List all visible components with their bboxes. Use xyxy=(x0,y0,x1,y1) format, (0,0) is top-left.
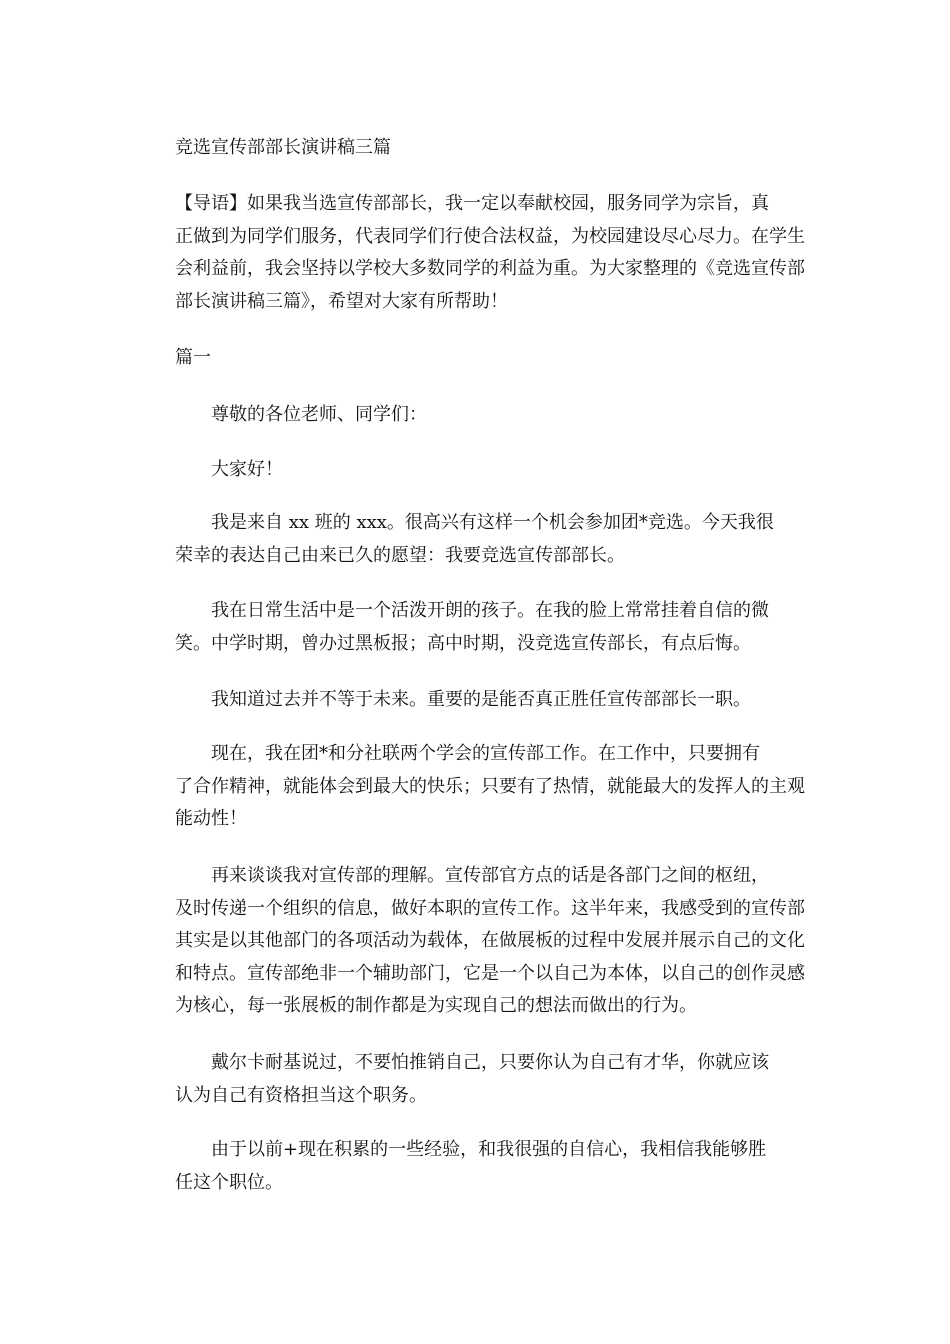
paragraph xyxy=(175,684,807,717)
intro-paragraph xyxy=(175,188,807,318)
text-line: 任这个职位。 xyxy=(175,1171,283,1193)
paragraph xyxy=(175,454,807,487)
text-line: 【导语】如果我当选宣传部部长，我一定以奉献校园，服务同学为宗旨，真 xyxy=(175,193,769,214)
text-line: 会利益前，我会坚持以学校大多数同学的利益为重。为大家整理的《竞选宣传部 xyxy=(175,258,805,279)
text-line: 了合作精神，就能体会到最大的快乐；只要有了热情，就能最大的发挥人的主观 xyxy=(175,775,805,797)
text-line: 尊敬的各位老师、同学们： xyxy=(211,404,427,425)
text-line: 和特点。宣传部绝非一个辅助部门，它是一个以自己为本体，以自己的创作灵感 xyxy=(175,962,805,984)
paragraph xyxy=(175,738,807,836)
text-line: 篇一 xyxy=(175,347,211,368)
text-line: 我在日常生活中是一个活泼开朗的孩子。在我的脸上常常挂着自信的微 xyxy=(211,600,769,621)
document-title: 竞选宣传部部长演讲稿三篇 xyxy=(175,137,391,158)
text-line: 荣幸的表达自己由来已久的愿望：我要竞选宣传部部长。 xyxy=(175,544,625,566)
paragraph xyxy=(175,399,807,432)
text-line: 其实是以其他部门的各项活动为载体，在做展板的过程中发展并展示自己的文化 xyxy=(175,930,805,951)
text-line: 现在，我在团*和分社联两个学会的宣传部工作。在工作中，只要拥有 xyxy=(211,743,760,764)
text-line: 大家好！ xyxy=(211,459,283,480)
text-line: 认为自己有资格担当这个职务。 xyxy=(175,1084,427,1106)
paragraph xyxy=(175,507,807,572)
text-line: 我知道过去并不等于未来。重要的是能否真正胜任宣传部部长一职。 xyxy=(211,689,751,710)
text-line: 为核心，每一张展板的制作都是为实现自己的想法而做出的行为。 xyxy=(175,995,697,1016)
section-heading xyxy=(175,342,807,375)
text-line: 我是来自 xx 班的 xxx。很高兴有这样一个机会参加团*竞选。今天我很 xyxy=(211,512,774,533)
paragraph xyxy=(175,860,807,1023)
paragraph xyxy=(175,595,807,660)
paragraph xyxy=(175,1047,807,1112)
text-line: 笑。中学时期，曾办过黑板报；高中时期，没竞选宣传部长，有点后悔。 xyxy=(175,632,751,654)
paragraph xyxy=(175,1134,807,1199)
text-line: 部长演讲稿三篇》，希望对大家有所帮助！ xyxy=(175,290,508,312)
text-line: 再来谈谈我对宣传部的理解。宣传部官方点的话是各部门之间的枢纽， xyxy=(211,865,769,886)
text-line: 及时传递一个组织的信息，做好本职的宣传工作。这半年来，我感受到的宣传部 xyxy=(175,897,805,919)
text-line: 能动性！ xyxy=(175,808,247,829)
text-line: 戴尔卡耐基说过，不要怕推销自己，只要你认为自己有才华，你就应该 xyxy=(211,1052,769,1073)
text-line: 正做到为同学们服务，代表同学们行使合法权益，为校园建设尽心尽力。在学生 xyxy=(175,225,805,247)
text-line: 由于以前+现在积累的一些经验，和我很强的自信心，我相信我能够胜 xyxy=(211,1139,767,1160)
